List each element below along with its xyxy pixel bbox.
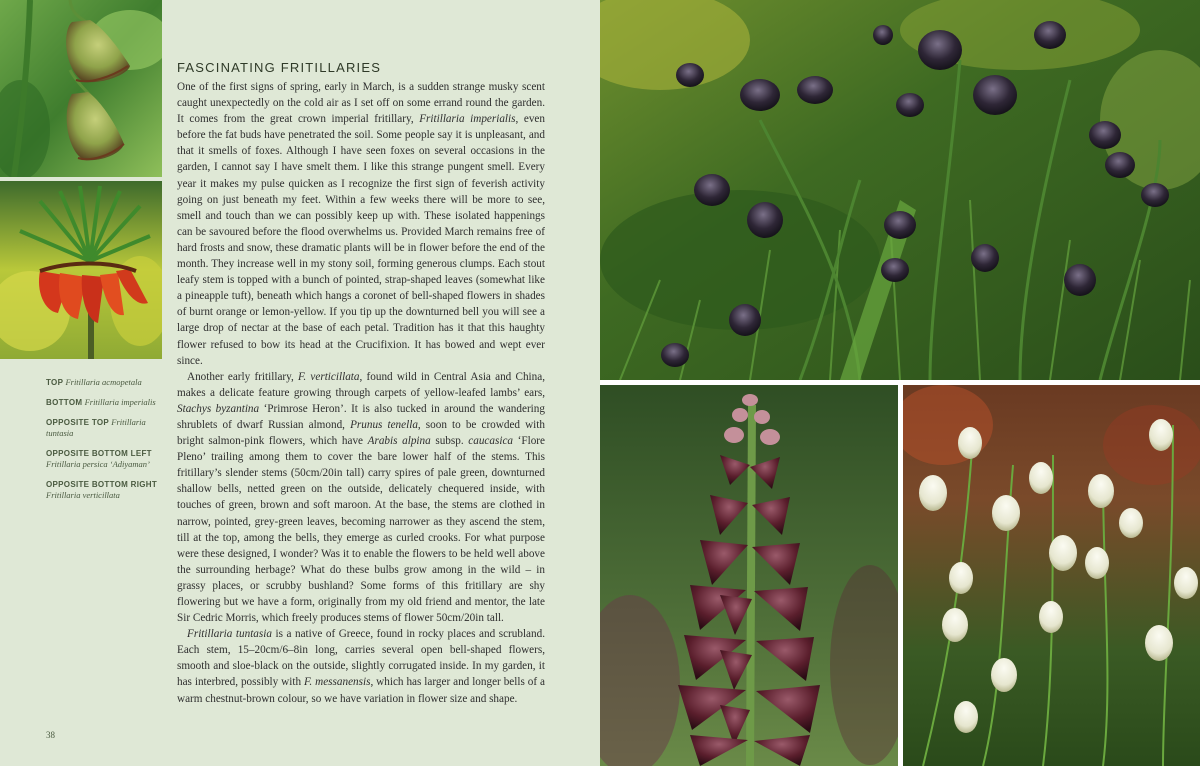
italic-run: Fritillaria tuntasia	[187, 628, 272, 641]
text-run: , soon to be crowded with bright salmon-pink flowers, which have	[177, 418, 545, 448]
text-run: , even before the fat buds have penetrated the soil. Some people say it is unpleasant, and that it smells of foxes. Although I have seen foxes on several occasions in the garden, I cannot say I have smelt them. I like this strange pungent smell. Every year it makes my pulse quicken as I recognize the first sign of feverish activity going on just beneath my feet. Within a few weeks there will be more to see, smell and touch than we can possibly keep up with. These isolated happenings can be savoured before the flood overwhelms us. Provided March remains free of hard frosts and snow, these dramatic plants will be in flower before the end of the month. They increase well in my stony soil, forming generous clumps. Each stout leafy stem is topped with a bunch of pointed, strap-shaped leaves (somewhat like a pineapple tuft), beneath which hangs a coronet of bell-shaped flowers in shades of burnt orange or lemon-yellow. If you tip up the downturned bell you will see a large drop of nectar at the base of each petal. Tradition has it that this haughty flower refused to bow its head at the Crucifixion. It has bowed and wept ever since.	[177, 113, 545, 367]
italic-run: Stachys byzantina	[177, 402, 260, 415]
text-run: One of the first signs of spring, early in March, is a sudden strange musky scent caught unexpectedly on the cold air as I set off on some errand round the garden. It comes from the great crown imperial fritillary,	[177, 81, 545, 126]
caption-key: TOP	[46, 378, 64, 387]
paragraph	[177, 369, 545, 627]
caption-opposite-bottom-right	[46, 479, 162, 501]
text-run: , found wild in Central Asia and China, makes a delicate feature growing through carpets of yellow-leafed lambs’ ears,	[177, 370, 545, 399]
body-text	[177, 79, 545, 707]
italic-run: Fritillaria imperialis	[419, 113, 516, 126]
italic-run: F. messanensis	[304, 676, 371, 689]
section-heading: FASCINATING FRITILLARIES	[177, 60, 382, 75]
italic-run: Prunus tenella	[350, 418, 418, 431]
caption-value: Fritillaria acmopetala	[65, 377, 142, 387]
caption-value: Fritillaria tuntasia	[46, 417, 146, 438]
paragraph	[177, 79, 545, 369]
caption-bottom	[46, 397, 162, 408]
photo-fritillaria-verticillata	[903, 385, 1200, 766]
right-page	[600, 0, 1200, 766]
caption-opposite-bottom-left	[46, 448, 162, 470]
text-run: Another early fritillary,	[187, 370, 299, 383]
caption-top	[46, 377, 162, 388]
text-run: subsp.	[430, 435, 469, 448]
photo-fritillaria-tuntasia	[600, 0, 1200, 380]
page-number: 38	[46, 730, 55, 740]
photo-captions	[46, 377, 162, 510]
text-run: ‘Flore Pleno’ trailing among them to cover the bare lower half of the stems. This fritillary’s slender stems (50cm/20in tall) carry spires of pale green, downturned shallow bells, netted green on the outside, delicately chequered inside, with touches of green, brown and soft maroon. At the base, the stems are clothed in narrow, pointed, grey-green leaves, becoming narrower as they ascend the stem, till at the top, among the bells, they emerge as curled crooks. For what purpose were these designed, I wonder? Was it to enable the flowers to be held well above the surrounding herbage? What do these bulbs grow among in the wild – in grassy places, or scrubby bushland? Some forms of this fritillary are shy flowering but we have a form, originally from my old friend and mentor, the late Sir Cedric Morris, which freely produces stems of flower 50cm/20in tall.	[177, 435, 545, 625]
photo-fritillaria-acmopetala	[0, 0, 162, 177]
photo-fritillaria-imperialis	[0, 181, 162, 359]
paragraph	[177, 626, 545, 706]
caption-key: OPPOSITE BOTTOM RIGHT	[46, 480, 158, 489]
text-run: , which has larger and longer bells of a warm chestnut-brown colour, so we have variation in flower size and shape.	[177, 676, 545, 705]
caption-value: Fritillaria imperialis	[84, 397, 156, 407]
caption-key: OPPOSITE TOP	[46, 418, 110, 427]
italic-run: Arabis alpina	[367, 435, 431, 448]
italic-run: caucasica	[468, 435, 514, 448]
text-run: ‘Primrose Heron’. It is also tucked in around the wandering shrublets of dwarf Russian almond,	[177, 402, 545, 431]
caption-value: Fritillaria persica ‘Adiyaman’	[46, 459, 150, 469]
caption-key: OPPOSITE BOTTOM LEFT	[46, 449, 152, 458]
caption-key: BOTTOM	[46, 398, 83, 407]
caption-opposite-top	[46, 417, 162, 439]
photo-fritillaria-persica-adiyaman	[600, 385, 898, 766]
caption-value: Fritillaria verticillata	[46, 490, 120, 500]
text-run: is a native of Greece, found in rocky places and scrubland. Each stem, 15–20cm/6–8in long, carries several open bell-shaped flowers, smooth and sloe-black on the outside, slightly corrugated inside. In my garden, it has interbred, possibly with	[177, 628, 546, 689]
italic-run: F. verticillata	[298, 370, 360, 383]
